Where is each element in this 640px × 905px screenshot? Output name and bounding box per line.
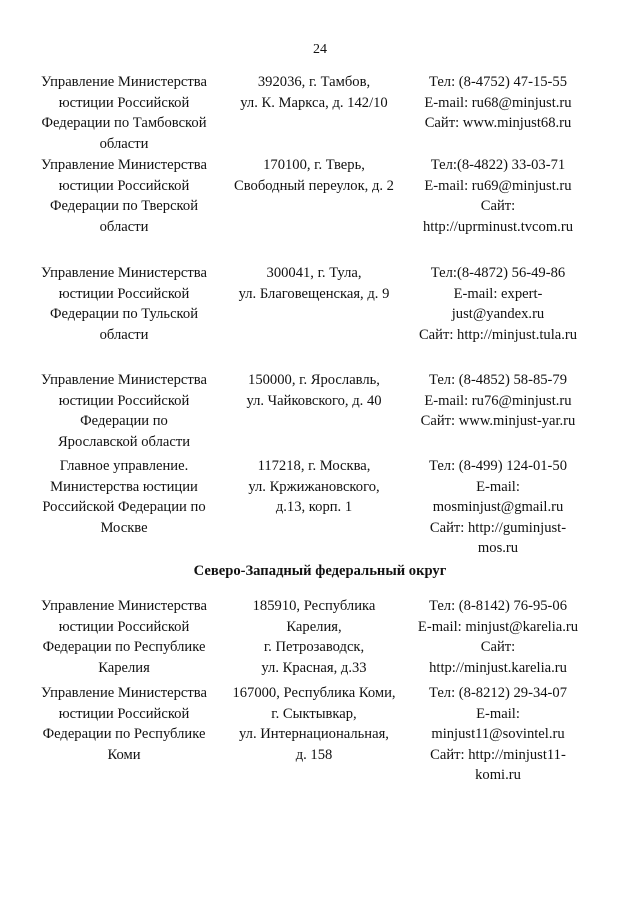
office-name-line: области [99, 135, 149, 152]
office-contacts-line: E-mail: [476, 705, 520, 722]
office-contacts [402, 596, 594, 678]
office-address-line: 185910, Республика [252, 598, 376, 614]
office-address [218, 72, 410, 113]
office-address [218, 456, 410, 518]
office-contacts-line: mosminjust@gmail.ru [432, 499, 564, 515]
office-name-line: области [99, 326, 149, 343]
office-contacts-line: E-mail: [476, 478, 520, 495]
office-name-line: Ярославской области [57, 433, 191, 450]
office-contacts-line: Сайт: http://guminjust- [429, 519, 567, 536]
office-contacts-line: Тел: (8-4852) 58-85-79 [428, 372, 568, 388]
office-name-line: Федерации по Республике [42, 639, 206, 655]
office-contacts [402, 370, 594, 432]
office-contacts-line: Сайт: www.minjust68.ru [424, 115, 572, 131]
office-name-line: Управление Министерства [41, 372, 207, 388]
office-address-line: ул. Чайковского, д. 40 [246, 392, 382, 409]
office-address-line: 170100, г. Тверь, [263, 157, 365, 173]
office-name [26, 263, 222, 345]
office-address [218, 596, 410, 678]
office-address-line: д.13, корп. 1 [275, 499, 353, 515]
office-contacts-line: E-mail: expert- [453, 285, 543, 302]
office-contacts-line: mos.ru [477, 540, 519, 556]
office-contacts-line: Тел:(8-4822) 33-03-71 [430, 157, 566, 173]
office-address-line: г. Сыктывкар, [271, 705, 357, 722]
office-name-line: Управление Министерства [41, 598, 207, 614]
office-address-line: ул. Благовещенская, д. 9 [238, 285, 390, 302]
office-address-line: 392036, г. Тамбов, [257, 74, 371, 90]
office-address-line: 300041, г. Тула, [266, 265, 362, 281]
office-name-line: Министерства юстиции [50, 478, 198, 495]
office-address-line: ул. К. Маркса, д. 142/10 [240, 94, 388, 111]
office-name-line: Управление Министерства [41, 74, 207, 90]
office-contacts-line: just@yandex.ru [451, 306, 545, 322]
office-address-line: Свободный переулок, д. 2 [234, 177, 394, 194]
office-contacts-line: Сайт: www.minjust-yar.ru [420, 413, 576, 429]
office-contacts-line: Сайт: http://minjust11- [430, 746, 566, 763]
office-name [26, 370, 222, 452]
office-address-line: ул. Интернациональная, [239, 726, 389, 742]
office-name-line: Федерации по Республике [42, 726, 206, 742]
office-name-line: юстиции Российской [58, 177, 190, 194]
office-contacts-line: komi.ru [475, 767, 521, 783]
office-address-line: ул. Кржижановского, [248, 478, 380, 495]
office-contacts-line: E-mail: ru69@minjust.ru [424, 177, 572, 194]
office-contacts-line: http://minjust.karelia.ru [429, 659, 567, 676]
office-contacts-line: Сайт: [480, 639, 516, 655]
office-name-line: Управление Министерства [41, 157, 207, 173]
office-contacts [402, 683, 594, 786]
office-contacts [402, 72, 594, 134]
office-contacts-line: Тел: (8-499) 124-01-50 [428, 458, 568, 474]
office-address [218, 683, 410, 765]
office-name-line: юстиции Российской [58, 392, 190, 409]
office-contacts-line: Сайт: [480, 198, 516, 214]
office-name-line: Федерации по Тамбовской [41, 115, 207, 131]
office-contacts-line: Сайт: http://minjust.tula.ru [418, 326, 578, 343]
office-contacts-line: E-mail: minjust@karelia.ru [417, 618, 579, 635]
page-number: 24 [313, 42, 327, 57]
office-name-line: Карелия [98, 659, 150, 676]
office-name-line: Москве [100, 519, 148, 536]
office-address-line: д. 158 [295, 746, 333, 763]
office-contacts-line: http://uprminust.tvcom.ru [423, 218, 573, 235]
office-contacts-line: minjust11@sovintel.ru [431, 726, 565, 742]
office-contacts-line: Тел: (8-8212) 29-34-07 [428, 685, 568, 701]
office-name-line: юстиции Российской [58, 705, 190, 722]
office-name-line: Федерации по [80, 413, 168, 429]
office-address [218, 370, 410, 411]
office-name [26, 456, 222, 538]
office-contacts [402, 263, 594, 345]
office-name [26, 683, 222, 765]
office-name-line: Российской Федерации по [42, 499, 206, 515]
office-contacts-line: Тел:(8-4872) 56-49-86 [430, 265, 566, 281]
office-address-line: 167000, Республика Коми, [232, 685, 396, 701]
section-heading: Северо-Западный федеральный округ [193, 563, 447, 579]
office-contacts-line: E-mail: ru76@minjust.ru [424, 392, 572, 409]
office-name [26, 596, 222, 678]
office-name-line: юстиции Российской [58, 618, 190, 635]
office-contacts [402, 456, 594, 559]
office-name-line: Федерации по Тульской [49, 306, 199, 322]
office-address [218, 155, 410, 196]
office-name-line: юстиции Российской [58, 285, 190, 302]
office-name-line: Федерации по Тверской [49, 198, 199, 214]
office-name-line: Управление Министерства [41, 265, 207, 281]
office-contacts-line: Тел: (8-4752) 47-15-55 [428, 74, 568, 90]
office-name-line: юстиции Российской [58, 94, 190, 111]
office-name-line: области [99, 218, 149, 235]
office-address-line: Карелия, [286, 618, 342, 635]
office-address [218, 263, 410, 304]
office-address-line: 117218, г. Москва, [257, 458, 371, 474]
office-address-line: ул. Красная, д.33 [261, 659, 367, 676]
office-contacts [402, 155, 594, 237]
office-name [26, 72, 222, 154]
office-name-line: Главное управление. [59, 458, 189, 474]
office-contacts-line: Тел: (8-8142) 76-95-06 [428, 598, 568, 614]
office-address-line: г. Петрозаводск, [263, 639, 365, 655]
office-name [26, 155, 222, 237]
office-name-line: Коми [107, 746, 141, 763]
office-name-line: Управление Министерства [41, 685, 207, 701]
office-address-line: 150000, г. Ярославль, [248, 372, 380, 388]
office-contacts-line: E-mail: ru68@minjust.ru [424, 94, 572, 111]
